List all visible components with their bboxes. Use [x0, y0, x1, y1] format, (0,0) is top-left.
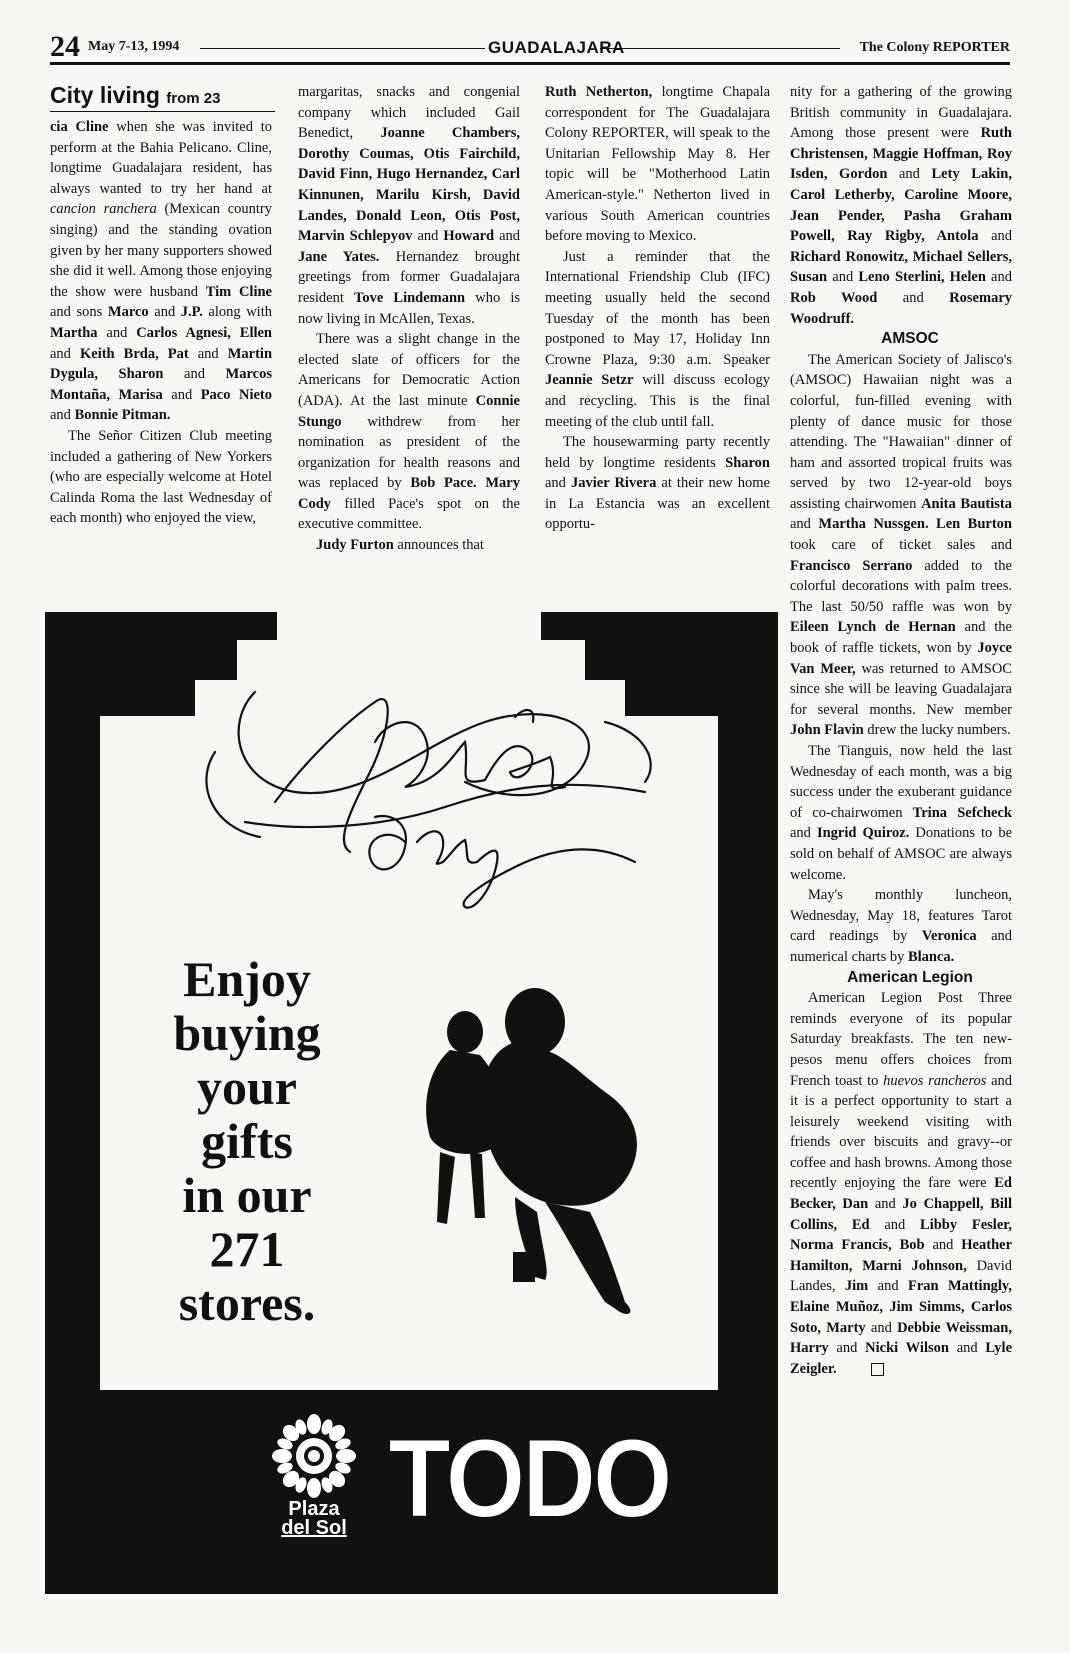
- ad-line-1: Enjoy: [183, 951, 311, 1007]
- masthead: [50, 30, 1010, 64]
- subhead-american-legion: American Legion: [847, 968, 973, 986]
- plaza-del-sol-text: [248, 1500, 380, 1538]
- header-rule-left: [200, 48, 485, 49]
- ad-line-3: your: [197, 1059, 297, 1115]
- issue-date: May 7-13, 1994: [88, 39, 180, 54]
- ad-line-6: 271: [209, 1221, 285, 1277]
- end-mark-icon: [871, 1363, 884, 1376]
- ad-script-title: [300, 700, 640, 735]
- ad-line-5: in our: [182, 1167, 312, 1223]
- article-column-2: margaritas, snacks and congenial company which included Gail Benedict, Joanne Chambers, Dorothy Coumas, Otis Fairchild, David Finn, Hugo Hernandez, Carl Kinnunen, Marilu Kirsh, David Landes, Donald Leon, Otis Post, Marvin Schlepyov and Howard and Jane Yates. Hernandez brought greetings from former Guadalajara resident Tove Lindemann who is now living in McAllen, Texas. There was a slight change in the elected slate of officers for the Americans for Democratic Action (ADA). At the last minute Connie Stungo withdrew from her nomination as president of the organization for health reasons and was replaced by Bob Pace. Mary Cody filled Pace's spot on the executive committee. Judy Furton announces that: [298, 84, 520, 554]
- ad-line-2: buying: [173, 1005, 321, 1061]
- subhead-amsoc: AMSOC: [881, 330, 939, 348]
- ad-line-7: stores.: [178, 1275, 316, 1331]
- plaza-del-sol-logo: [248, 1408, 380, 1556]
- article-column-3: Ruth Netherton, longtime Chapala correspondent for The Guadalajara Colony REPORTER, will speak to the Unitarian Fellowship May 8. Her topic will be "Motherhood Latin American-style." Netherton lived in various South American countries before moving to Mexico. Just a reminder that the International Friendship Club (IFC) meeting usually held the second Tuesday of the month has been postponed to May 17, Holiday Inn Crowne Plaza, 9:30 a.m. Speaker Jeannie Setzr will discuss ecology and recycling. This is the final meeting of the club until fall. The housewarming party recently held by longtime residents Sharon and Javier Rivera at their new home in La Estancia was an excellent opportu-: [545, 84, 771, 533]
- header-rule-right: [600, 48, 840, 49]
- article-column-1: cia Cline when she was invited to perform at the Bahia Pelicano. Cline, longtime Guadalajara resident, has always wanted to try her hand at cancion ranchera (Mexican country singing) and the standing ovation given by her many supporters showed she did it well. Among those enjoying the show were husband Tim Cline and sons Marco and J.P. along with Martha and Carlos Agnesi, Ellen and Keith Brda, Pat and Martin Dygula, Sharon and Marcos Montaña, Marisa and Paco Nieto and Bonnie Pitman. The Señor Citizen Club meeting included a gathering of New Yorkers (who are especially welcome at Hotel Calinda Roma the last Wednesday of each month) who enjoyed the view,: [50, 119, 273, 527]
- ad-line-4: gifts: [201, 1113, 293, 1169]
- kicker-jump: from 23: [166, 90, 221, 107]
- publication-name: The Colony REPORTER: [859, 40, 1010, 55]
- section-name: GUADALAJARA: [488, 38, 625, 57]
- sun-icon: [248, 1412, 380, 1502]
- logo-line-1: Plaza: [288, 1498, 340, 1520]
- page-number: 24: [50, 30, 80, 63]
- ad-headline: [97, 952, 397, 1330]
- header-divider: [50, 62, 1010, 65]
- logo-line-2: del Sol: [281, 1517, 347, 1539]
- article-column-4: nity for a gathering of the growing British community in Guadalajara. Among those present were Ruth Christensen, Maggie Hoffman, Roy Isden, Gordon and Lety Lakin, Carol Letherby, Caroline Moore, Jean Pender, Pasha Graham Powell, Ray Rigby, Antola and Richard Ronowitz, Michael Sellers, Susan and Leno Sterlini, Helen and Rob Wood and Rosemary Woodruff. AMSOC The American Society of Jalisco's (AMSOC) Hawaiian night was a colorful, fun-filled evening with plenty of dance music for those attending. The "Hawaiian" dinner of ham and assorted tropical fruits was served by two 12-year-old boys assisting chairwomen Anita Bautista and Martha Nussgen. Len Burton took care of ticket sales and Francisco Serrano added to the colorful decorations with palm trees. The last 50/50 raffle was won by Eileen Lynch de Hernan and the book of raffle tickets, won by Joyce Van Meer, was returned to AMSOC since she will be leaving Guadalajara for several months. New member John Flavin drew the lucky numbers. The Tianguis, now held the last Wednesday of each month, was a big success under the exuberant guidance of co-chairwomen Trina Sefcheck and Ingrid Quiroz. Donations to be sold on behalf of AMSOC are always welcome. May's monthly luncheon, Wednesday, May 18, features Tarot card readings by Veronica and numerical charts by Blanca. American Legion American Legion Post Three reminds everyone of its popular Saturday breakfasts. The ten new-pesos menu offers choices from French toast to huevos rancheros and it is a perfect opportunity to start a leisurely weekend visiting with friends over biscuits and gravy--or coffee and hash browns. Among those recently enjoying the fare were Ed Becker, Dan and Jo Chappell, Bill Collins, Ed and Libby Fesler, Norma Francis, Bob and Heather Hamilton, Marni Johnson, David Landes, Jim and Fran Mattingly, Elaine Muñoz, Jim Simms, Carlos Soto, Marty and Debbie Weissman, Harry and Nicki Wilson and Lyle Zeigler.: [790, 84, 1013, 1377]
- kicker-title: City living: [50, 82, 160, 108]
- todo-brand: TODO: [388, 1416, 670, 1541]
